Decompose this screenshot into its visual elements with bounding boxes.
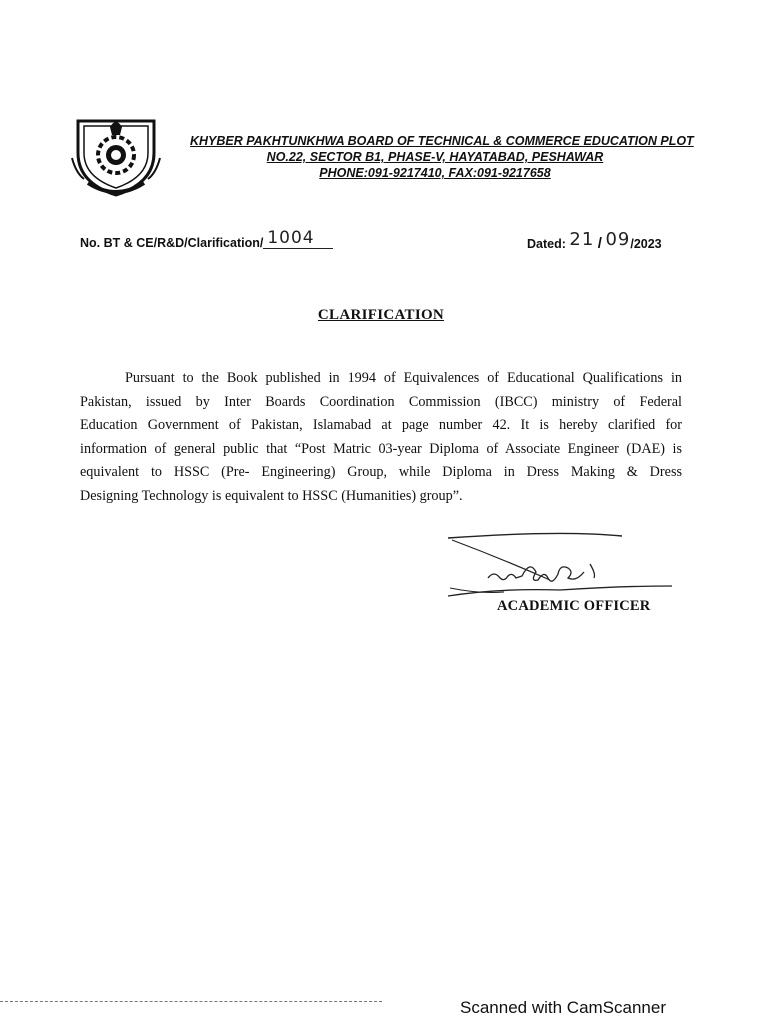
body-line: Designing Technology is equivalent to HSSC (Humanities) group”. (80, 487, 463, 504)
date-label: Dated: (527, 237, 566, 251)
date-day-handwritten: 21 (569, 229, 595, 250)
reference-handwritten-number: 1004 (263, 228, 333, 249)
date-month-handwritten: 09 (605, 229, 631, 250)
date-line (527, 229, 662, 253)
body-line: Education Government of Pakistan, Islamabad at page number 42. It is hereby clarified for (80, 417, 682, 434)
body-line: information of general public that “Post Matric 03-year Diploma of Associate Engineer (DAE) is (80, 440, 682, 457)
camscanner-watermark: Scanned with CamScanner (460, 998, 667, 1017)
body-line: equivalent to HSSC (Pre- Engineering) Group, while Diploma in Dress Making & Dress (80, 464, 682, 481)
body-line: Pursuant to the Book published in 1994 of Equivalences of Educational Qualifications in (125, 370, 682, 386)
letterhead-address: NO.22, SECTOR B1, PHASE-V, HAYATABAD, PESHAWAR (266, 150, 604, 164)
reference-number (80, 228, 333, 253)
letterhead-contact: PHONE:091-9217410, FAX:091-9217658 (319, 166, 551, 180)
handwritten-signature (440, 528, 680, 608)
body-paragraph (80, 367, 682, 509)
letterhead-board-name: KHYBER PAKHTUNKHWA BOARD OF TECHNICAL & COMMERCE EDUCATION PLOT (190, 134, 694, 148)
date-year: /2023 (630, 237, 662, 251)
letterhead (190, 133, 694, 181)
body-line: Pakistan, issued by Inter Boards Coordination Commission (IBCC) ministry of Federal (80, 393, 682, 410)
footer-divider (0, 1001, 382, 1002)
signatory-title: ACADEMIC OFFICER (497, 598, 651, 614)
document-title: CLARIFICATION (317, 307, 445, 323)
date-separator: / (597, 235, 602, 252)
board-emblem-logo (70, 113, 162, 199)
reference-label: No. BT & CE/R&D/Clarification/ (80, 236, 264, 250)
